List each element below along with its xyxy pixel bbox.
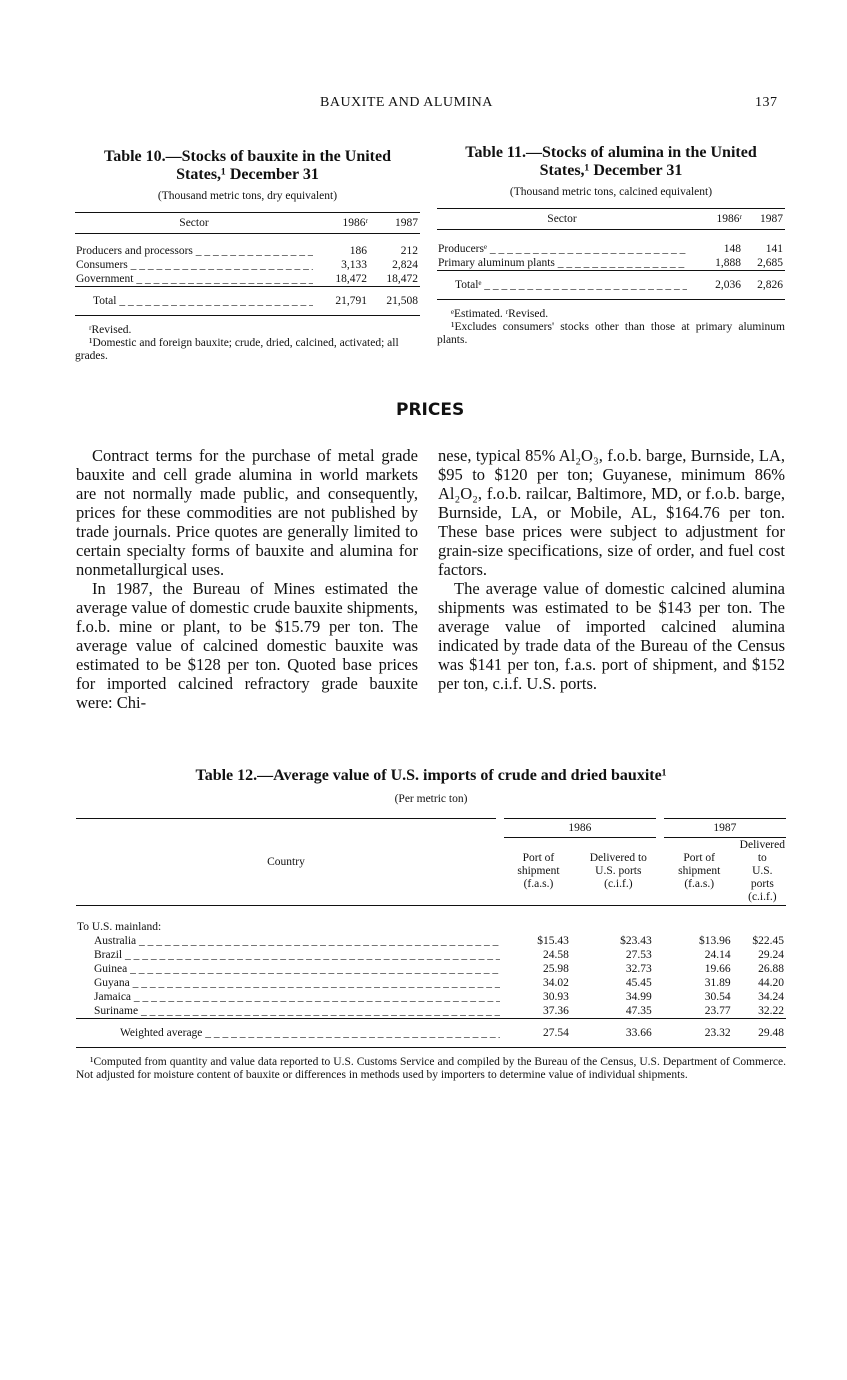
table-12-cell: 34.99 — [625, 991, 652, 1003]
table-12-subtitle: (Per metric ton) — [394, 793, 468, 805]
table-11-total-1987: 2,826 — [757, 279, 783, 291]
table-row — [76, 962, 786, 976]
table-12 — [76, 818, 786, 1082]
table-12-header-1987: 1987 — [660, 819, 786, 838]
table-row — [76, 1004, 786, 1019]
table-10-footnote: ¹Domestic and foreign bauxite; crude, dried, calcined, activated; all grades. — [75, 337, 399, 362]
table-12-country: Australia _ _ _ — [76, 934, 500, 948]
table-12-grid — [76, 818, 786, 1048]
table-12-cell: $13.96 — [699, 935, 731, 947]
table-11-cell: 1,888 — [715, 257, 741, 269]
subheader-line: shipment — [517, 865, 560, 877]
table-11-grid — [437, 208, 785, 300]
table-12-country: Suriname _ _ _ — [76, 1004, 500, 1019]
table-11-total-label: Totalᵉ _ _ _ — [437, 271, 687, 300]
table-11-title-line2: States,¹ December 31 — [539, 162, 683, 179]
table-10-row-label: Producers and processors _ _ _ — [75, 244, 313, 258]
table-10-row-label: Government _ _ _ — [75, 272, 313, 287]
table-10-cell: 3,133 — [341, 259, 367, 271]
table-row — [75, 244, 420, 258]
table-11-header-sector: Sector — [547, 213, 577, 225]
table-11-cell: 141 — [765, 243, 783, 255]
table-12-cell: 24.58 — [543, 949, 569, 961]
table-12-footnote: ¹Computed from quantity and value data reported to U.S. Customs Service and compiled by the Bureau of the Census, U.S. Department of Commerce. Not adjusted for moisture content of bauxite or differences in methods used by importers to determine value of individual shipments. — [76, 1056, 786, 1081]
table-12-weighted-row — [76, 1019, 786, 1048]
table-12-cell: 23.77 — [704, 1005, 731, 1017]
table-10-note-revised: ʳRevised. — [89, 324, 132, 336]
table-12-subheader-port — [660, 838, 739, 906]
prices-paragraph: In 1987, the Bureau of Mines estimated the average value of domestic crude bauxite shipments, f.o.b. mine or plant, to be $15.79 per ton. The average value of calcined domestic bauxite was estimated to be $128 per ton. Quoted base prices for imported calcined refractory grade bauxite were: Chi- — [76, 579, 418, 712]
table-11-total-row — [437, 271, 785, 300]
table-10-header-1986: 1986ʳ — [342, 217, 368, 229]
table-10-cell: 18,472 — [386, 273, 418, 285]
table-row — [75, 258, 420, 272]
table-12-cell: $22.45 — [752, 935, 784, 947]
table-12-cell: $23.43 — [620, 935, 652, 947]
table-11-header-1987: 1987 — [760, 213, 783, 225]
subheader-line: (f.a.s.) — [523, 878, 554, 890]
table-12-cell: 27.53 — [625, 949, 652, 961]
table-10-subtitle: (Thousand metric tons, dry equivalent) — [157, 190, 338, 202]
table-10-title-line2: States,¹ December 31 — [176, 166, 319, 183]
table-12-country: Guinea _ _ _ — [76, 962, 500, 976]
subheader-line: Port of — [683, 852, 716, 864]
prices-paragraph: nese, typical 85% Al₂O₃, f.o.b. barge, Burnside, LA, $95 to $120 per ton; Guyanese, minimum 86% Al₂O₂, f.o.b. railcar, Baltimore, MD, or f.o.b. barge, Burnside, LA, or Mobile, AL, $164.76 per ton. These base prices were subject to adjustment for grain-size specifications, size of order, and fuel cost factors. — [438, 446, 785, 579]
prices-paragraph: The average value of domestic calcined alumina shipments was estimated to be $143 per ton. The average value of imported calcined alumina indicated by trade data of the Bureau of the Census was $141 per ton, f.a.s. port of shipment, and $152 per ton, c.i.f. U.S. ports. — [438, 579, 785, 693]
table-11 — [437, 144, 785, 347]
table-12-cell: $15.43 — [537, 935, 569, 947]
subheader-line: Delivered to — [739, 839, 785, 864]
table-10-header-1987: 1987 — [395, 217, 418, 229]
table-12-group-label: To U.S. mainland: — [77, 921, 162, 933]
page-number: 137 — [755, 95, 778, 110]
table-12-cell: 24.14 — [704, 949, 731, 961]
table-12-cell: 37.36 — [543, 1005, 569, 1017]
running-header-title: BAUXITE AND ALUMINA — [320, 95, 493, 110]
table-12-title: Table 12.—Average value of U.S. imports of crude and dried bauxite¹ — [195, 767, 667, 784]
table-11-title-line1: Table 11.—Stocks of alumina in the United — [465, 144, 757, 161]
table-12-cell: 25.98 — [543, 963, 569, 975]
table-12-subheader-delivered — [739, 838, 786, 906]
table-10-row-label: Consumers _ _ _ — [75, 258, 313, 272]
table-10-total-label: Total _ _ _ — [75, 287, 313, 316]
table-11-total-1986: 2,036 — [715, 279, 741, 291]
table-12-cell: 30.93 — [543, 991, 569, 1003]
table-11-row-label: Producersᵉ _ _ _ — [437, 242, 687, 256]
subheader-line: (c.i.f.) — [748, 891, 777, 903]
table-12-subheader-delivered — [577, 838, 660, 906]
table-row — [437, 256, 785, 271]
subheader-line: shipment — [678, 865, 721, 877]
table-10-grid — [75, 212, 420, 316]
table-11-subtitle: (Thousand metric tons, calcined equivalent) — [509, 186, 713, 198]
table-10-title-line1: Table 10.—Stocks of bauxite in the United — [104, 148, 391, 165]
table-12-cell: 31.89 — [704, 977, 731, 989]
table-12-cell: 26.88 — [758, 963, 784, 975]
table-row — [75, 272, 420, 287]
prices-left-column — [76, 446, 418, 712]
table-11-cell: 148 — [723, 243, 741, 255]
subheader-line: (f.a.s.) — [684, 878, 715, 890]
table-12-country: Guyana _ _ _ — [76, 976, 500, 990]
table-11-cell: 2,685 — [757, 257, 783, 269]
table-12-subheader-port — [500, 838, 577, 906]
prices-paragraph: Contract terms for the purchase of metal grade bauxite and cell grade alumina in world markets are not normally made public, and consequently, prices for these commodities are not published by trade journals. Price quotes are generally limited to certain specialty forms of bauxite and alumina for nonmetallurgical uses. — [76, 446, 418, 579]
table-row — [76, 976, 786, 990]
table-12-cell: 30.54 — [704, 991, 731, 1003]
table-row — [76, 990, 786, 1004]
section-heading-prices: PRICES — [396, 400, 465, 420]
table-10-cell: 2,824 — [392, 259, 418, 271]
table-12-cell: 34.02 — [543, 977, 569, 989]
table-10-cell: 212 — [400, 245, 418, 257]
subheader-line: (c.i.f.) — [604, 878, 633, 890]
table-10 — [75, 148, 420, 363]
table-10-cell: 186 — [349, 245, 367, 257]
table-12-header-country: Country — [76, 819, 500, 906]
table-12-cell: 32.22 — [758, 1005, 784, 1017]
subheader-line: U.S. ports — [750, 865, 774, 890]
table-12-cell: 19.66 — [704, 963, 731, 975]
table-11-header-1986: 1986ʳ — [716, 213, 742, 225]
table-12-weighted-label: Weighted average _ _ _ — [76, 1019, 500, 1048]
table-12-cell: 33.66 — [625, 1027, 652, 1039]
table-10-total-1987: 21,508 — [386, 295, 418, 307]
table-11-footnote: ¹Excludes consumers' stocks other than those at primary aluminum plants. — [437, 321, 785, 346]
table-12-cell: 44.20 — [758, 977, 784, 989]
table-12-cell: 29.48 — [758, 1027, 784, 1039]
table-12-cell: 32.73 — [625, 963, 652, 975]
subheader-line: Port of — [522, 852, 555, 864]
table-11-row-label: Primary aluminum plants _ _ _ — [437, 256, 687, 271]
table-row — [76, 934, 786, 948]
subheader-line: U.S. ports — [595, 865, 642, 877]
table-12-country: Jamaica _ _ _ — [76, 990, 500, 1004]
table-12-cell: 45.45 — [625, 977, 652, 989]
table-12-cell: 23.32 — [704, 1027, 731, 1039]
table-row — [76, 948, 786, 962]
table-10-cell: 18,472 — [335, 273, 367, 285]
subheader-line: Delivered to — [589, 852, 647, 864]
table-10-total-row — [75, 287, 420, 316]
table-10-header-sector: Sector — [179, 217, 209, 229]
table-12-cell: 29.24 — [758, 949, 784, 961]
table-12-country: Brazil _ _ _ — [76, 948, 500, 962]
table-12-header-1986: 1986 — [500, 819, 660, 838]
table-12-cell: 27.54 — [543, 1027, 569, 1039]
table-11-note-estimated: ᵉEstimated. ʳRevised. — [451, 308, 549, 320]
table-row — [437, 242, 785, 256]
table-12-cell: 47.35 — [625, 1005, 652, 1017]
table-12-cell: 34.24 — [758, 991, 784, 1003]
table-10-total-1986: 21,791 — [335, 295, 367, 307]
prices-right-column — [438, 446, 785, 693]
